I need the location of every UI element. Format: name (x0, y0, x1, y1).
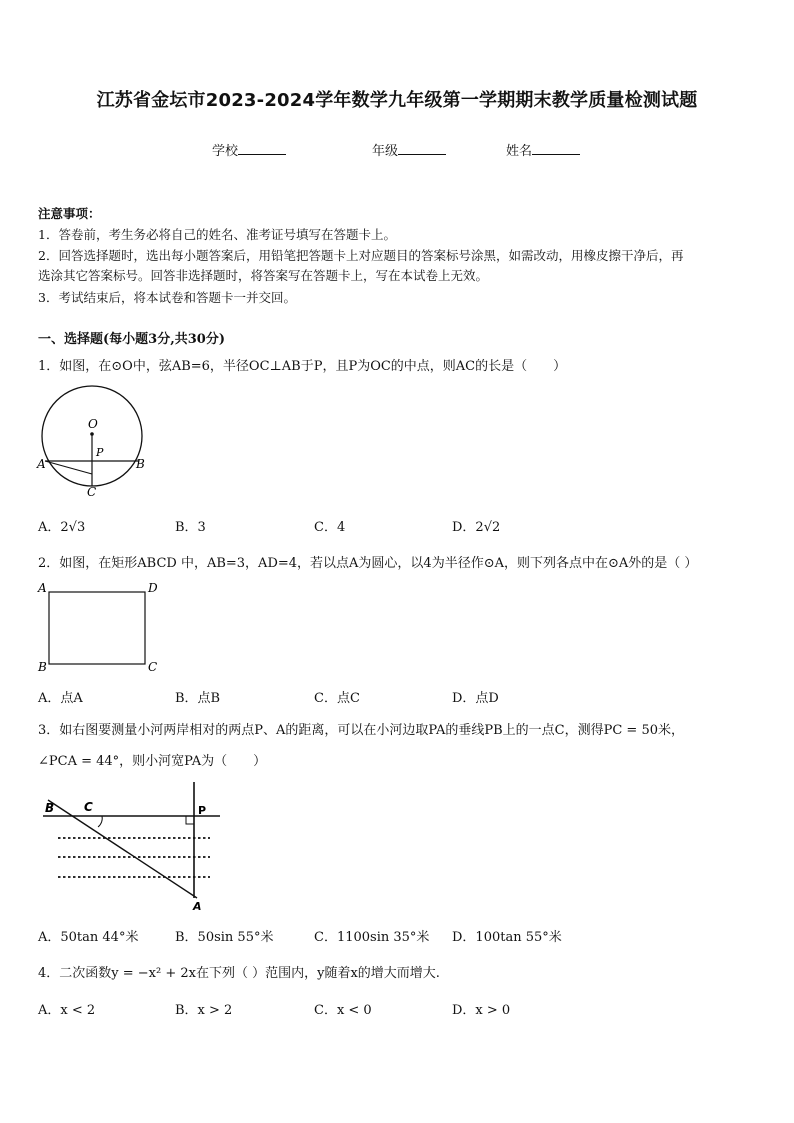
notes-heading: 注意事项： (38, 206, 101, 221)
q4-option-d[interactable]: D．x > 0 (452, 1003, 511, 1018)
note-item-1: 1．答卷前，考生务必将自己的姓名、准考证号填写在答题卡上。 (38, 227, 396, 242)
fig2-label-a: A (38, 581, 47, 595)
q3-option-b[interactable]: B．50sin 55°米 (175, 930, 274, 945)
fig1-label-b: B (136, 457, 145, 471)
question-1-text: 1．如图，在⊙O中，弦AB=6，半径OC⊥AB于P，且P为OC的中点，则AC的长是（ ） (38, 359, 567, 374)
question-2-figure (36, 578, 166, 678)
grade-field[interactable] (372, 140, 446, 159)
fig3-label-c: C (84, 800, 93, 814)
question-3-text-line1: 3．如右图要测量小河两岸相对的两点P、A的距离，可以在小河边取PA的垂线PB上的一点C，测得PC = 50米， (38, 723, 684, 738)
grade-blank[interactable] (398, 142, 446, 155)
fig3-label-a: A (193, 900, 202, 913)
q3-option-c[interactable]: C．1100sin 35°米 (314, 930, 430, 945)
note-item-2-cont: 选涂其它答案标号。回答非选择题时，将答案写在答题卡上，写在本试卷上无效。 (38, 268, 489, 283)
question-1-figure (30, 398, 160, 503)
section-title: 一、选择题(每小题3分,共30分) (38, 332, 225, 347)
grade-label: 年级 (372, 144, 399, 159)
q2-option-c[interactable]: C．点C (314, 691, 360, 706)
fig1-label-o: O (88, 417, 98, 431)
q2-option-a[interactable]: A．点A (38, 691, 83, 706)
question-4-text: 4．二次函数y = −x² + 2x在下列（ ）范围内，y随着x的增大而增大. (38, 966, 440, 981)
question-2-text: 2．如图，在矩形ABCD 中，AB=3，AD=4，若以点A为圆心，以4为半径作⊙A，则下列各点中在⊙A外的是（ ） (38, 556, 698, 571)
q1-option-c[interactable]: C．4 (314, 520, 346, 535)
exam-title: 江苏省金坛市2023-2024学年数学九年级第一学期期末教学质量检测试题 (96, 90, 698, 111)
note-item-2: 2．回答选择题时，选出每小题答案后，用铅笔把答题卡上对应题目的答案标号涂黑，如需改动，用橡皮擦干净后，再 (38, 248, 684, 263)
q3-option-d[interactable]: D．100tan 55°米 (452, 930, 562, 945)
q4-option-a[interactable]: A．x < 2 (38, 1003, 96, 1018)
question-3-text-line2: ∠PCA = 44°，则小河宽PA为（ ） (38, 754, 267, 769)
name-blank[interactable] (532, 142, 580, 155)
q1-option-b[interactable]: B．3 (175, 520, 206, 535)
school-blank[interactable] (238, 142, 286, 155)
fig2-label-b: B (38, 660, 47, 674)
school-field[interactable] (212, 140, 286, 159)
school-label: 学校 (212, 144, 239, 159)
note-item-3: 3．考试结束后，将本试卷和答题卡一并交回。 (38, 290, 296, 305)
fig3-label-b: B (45, 801, 55, 815)
q1-option-a[interactable]: A．2√3 (38, 520, 86, 535)
q4-option-b[interactable]: B．x > 2 (175, 1003, 233, 1018)
fig1-label-c: C (87, 485, 97, 499)
name-label: 姓名 (506, 144, 533, 159)
fig3-label-p: P (198, 804, 207, 817)
fig2-label-c: C (148, 660, 158, 674)
question-3-figure (40, 782, 230, 912)
fig1-label-p: P (96, 446, 104, 459)
name-field[interactable] (506, 140, 580, 159)
q1-option-d[interactable]: D．2√2 (452, 520, 501, 535)
q3-option-a[interactable]: A．50tan 44°米 (38, 930, 139, 945)
fig1-label-a: A (37, 457, 46, 471)
fig2-label-d: D (148, 581, 158, 595)
q2-option-b[interactable]: B．点B (175, 691, 221, 706)
q2-option-d[interactable]: D．点D (452, 691, 499, 706)
q4-option-c[interactable]: C．x < 0 (314, 1003, 372, 1018)
